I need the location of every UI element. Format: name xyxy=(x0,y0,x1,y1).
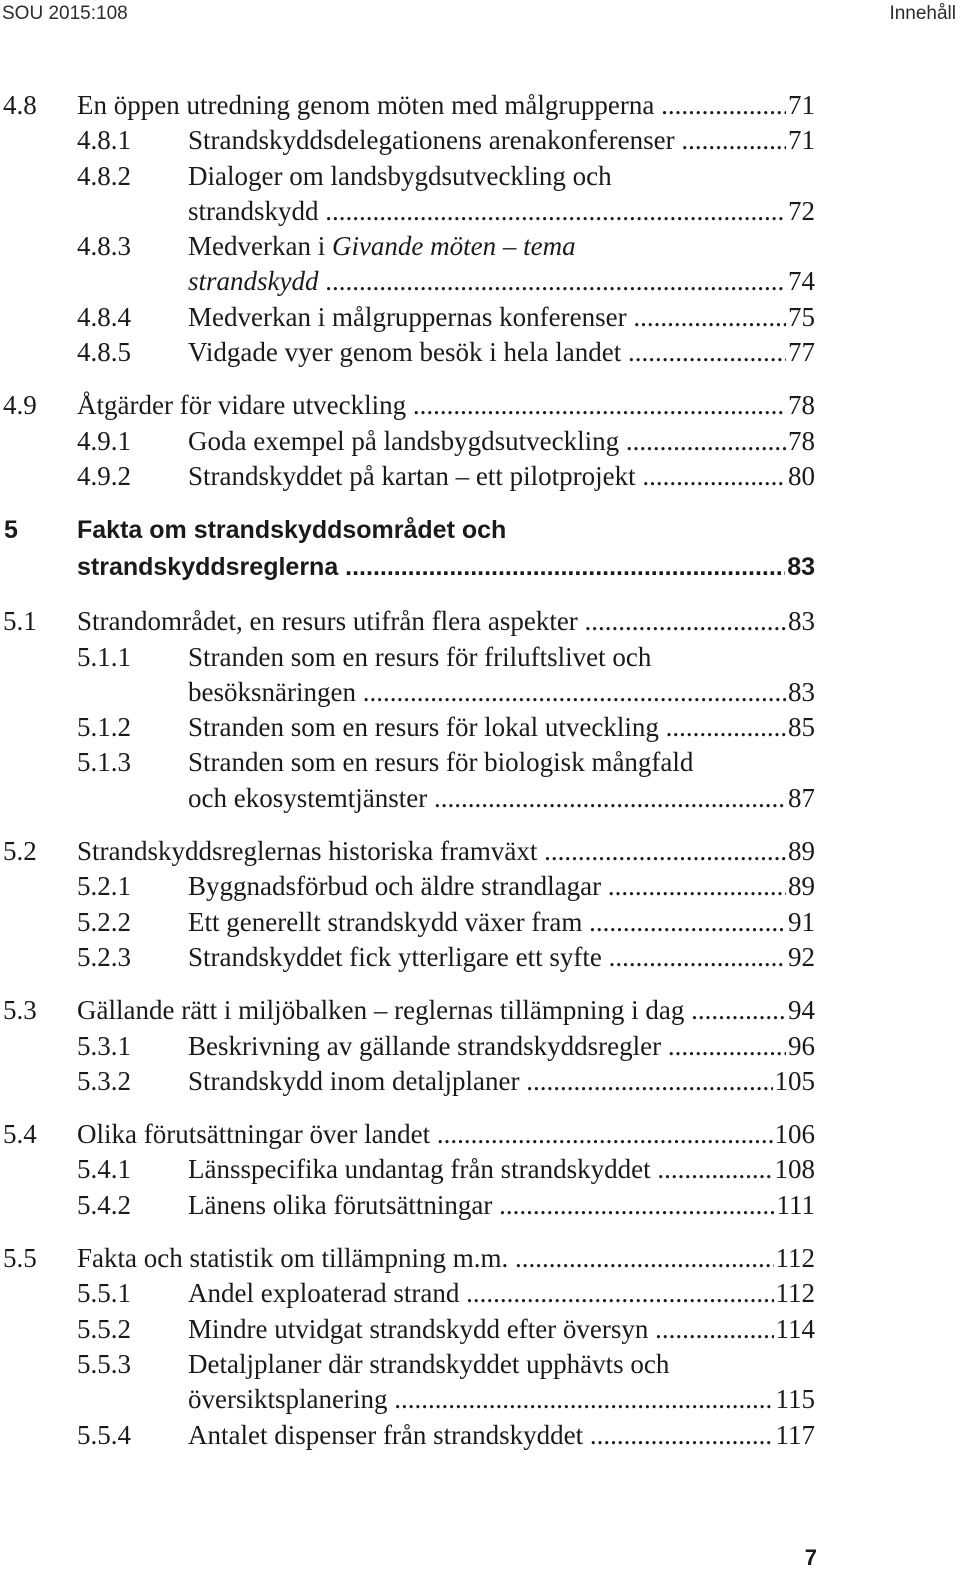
toc-entry-title xyxy=(188,459,815,494)
toc-entry[interactable] xyxy=(0,388,960,423)
toc-entry[interactable] xyxy=(0,459,960,494)
toc-entry-title-text: Ett generellt strandskydd växer fram xyxy=(188,906,583,937)
toc-entry[interactable] xyxy=(0,300,960,335)
toc-entry-title xyxy=(188,229,815,264)
toc-entry-title-text: Strandområdet, en resurs utifrån flera aspekter xyxy=(77,606,578,637)
toc-entry-title-text: Strandskyddet på kartan – ett pilotprojekt xyxy=(188,460,636,491)
toc-entry-title xyxy=(77,1117,815,1152)
toc-entry-title-text: Detaljplaner där strandskyddet upphävts och xyxy=(188,1348,670,1379)
toc-entry-title xyxy=(188,1029,815,1064)
toc-entry-title-text: Strandskyddsdelegationens arenakonferenser xyxy=(188,125,675,156)
toc-entry-page: 112 xyxy=(774,1276,816,1311)
toc-entry-number: 5.1 xyxy=(3,606,37,637)
toc-entry-title-text: Fakta om strandskyddsområdet och xyxy=(77,516,507,545)
toc-entry[interactable] xyxy=(0,549,960,586)
toc-entry-title-text: Medverkan i målgruppernas konferenser xyxy=(188,301,627,332)
toc-entry-title-text: Fakta och statistik om tillämpning m.m. xyxy=(77,1243,509,1274)
toc-entry-title xyxy=(77,993,815,1028)
toc-entry[interactable] xyxy=(0,123,960,158)
toc-entry-title-italic: Givande möten – tema xyxy=(331,231,576,262)
toc-entry[interactable] xyxy=(0,710,960,745)
toc-entry[interactable] xyxy=(0,1152,960,1187)
toc-entry-title xyxy=(188,745,815,780)
toc-entry-number: 5.5.2 xyxy=(77,1313,131,1344)
toc-entry-title-text: Stranden som en resurs för lokal utveckling xyxy=(188,712,659,743)
toc-entry[interactable] xyxy=(0,1241,960,1276)
toc-entry-title xyxy=(188,1188,815,1223)
toc-entry-title xyxy=(188,300,815,335)
toc-entry-number: 4.8.4 xyxy=(77,301,131,332)
toc-entry-title xyxy=(188,1418,815,1453)
toc-entry-page: 111 xyxy=(775,1188,816,1223)
toc-entry-number: 4.8.3 xyxy=(77,231,131,262)
toc-entry-title-text: Stranden som en resurs för biologisk mångfald xyxy=(188,747,694,778)
toc-entry[interactable] xyxy=(0,1418,960,1453)
toc-entry-title-text: Åtgärder för vidare utveckling xyxy=(77,390,407,421)
toc-entry-title xyxy=(188,1382,815,1417)
toc-entry-title xyxy=(188,335,815,370)
toc-entry[interactable] xyxy=(0,1276,960,1311)
toc-entry[interactable] xyxy=(0,88,960,123)
toc-entry-title-text: Länens olika förutsättningar xyxy=(188,1189,493,1220)
toc-entry-page: 75 xyxy=(786,300,815,335)
running-header xyxy=(0,0,960,32)
toc-entry-page: 78 xyxy=(786,424,815,459)
toc-entry-title-text: besöksnäringen xyxy=(188,676,356,707)
toc-entry-title xyxy=(77,88,815,123)
toc-entry-title xyxy=(188,424,815,459)
toc-entry-title xyxy=(188,1347,815,1382)
toc-entry-page: 112 xyxy=(774,1241,816,1276)
document-id: SOU 2015:108 xyxy=(2,3,128,24)
toc-entry-number: 4.8 xyxy=(3,90,37,120)
toc-entry[interactable] xyxy=(0,159,960,194)
toc-entry-page: 92 xyxy=(786,940,815,975)
toc-entry-number: 5.2 xyxy=(3,836,37,867)
toc-entry[interactable] xyxy=(0,1312,960,1347)
toc-entry[interactable] xyxy=(0,993,960,1028)
toc-entry-title xyxy=(188,1276,815,1311)
toc-entry-number: 5.2.2 xyxy=(77,906,131,937)
toc-entry[interactable] xyxy=(0,1117,960,1152)
toc-entry[interactable] xyxy=(0,264,960,299)
toc-entry-title-text: strandskydd xyxy=(188,195,319,226)
toc-entry-title xyxy=(188,940,815,975)
toc-entry[interactable] xyxy=(0,229,960,264)
toc-entry-number: 5.5 xyxy=(3,1243,37,1274)
toc-entry-number: 5.4.2 xyxy=(77,1189,131,1220)
toc-entry-number: 4.9 xyxy=(3,390,37,421)
toc-entry-title xyxy=(188,1152,815,1187)
toc-entry-number: 5.3.1 xyxy=(77,1030,131,1061)
toc-entry-title-text: Byggnadsförbud och äldre strandlagar xyxy=(188,871,602,902)
toc-entry[interactable] xyxy=(0,869,960,904)
toc-entry-title-text: En öppen utredning genom möten med målgrupperna xyxy=(77,90,655,120)
page-number: 7 xyxy=(804,1545,817,1570)
toc-entry-title xyxy=(77,834,815,869)
toc-entry-page: 83 xyxy=(785,549,815,586)
toc-entry-page: 114 xyxy=(774,1312,816,1347)
table-of-contents xyxy=(0,88,960,1453)
toc-entry-title xyxy=(77,512,815,549)
toc-entry[interactable] xyxy=(0,940,960,975)
toc-entry-title xyxy=(188,640,815,675)
toc-entry[interactable] xyxy=(0,640,960,675)
toc-entry-title-text: strandskyddsreglerna xyxy=(77,553,339,582)
toc-entry-title xyxy=(188,869,815,904)
toc-entry[interactable] xyxy=(0,905,960,940)
toc-entry-page: 80 xyxy=(786,459,815,494)
toc-entry-title xyxy=(77,604,815,639)
toc-entry-title xyxy=(188,194,815,229)
toc-entry-number: 5.2.1 xyxy=(77,871,131,902)
toc-entry[interactable] xyxy=(0,194,960,229)
toc-entry-title xyxy=(188,159,815,194)
toc-entry-number: 5.5.1 xyxy=(77,1278,131,1309)
toc-entry-title-text: Goda exempel på landsbygdsutveckling xyxy=(188,425,620,456)
toc-entry-page: 85 xyxy=(786,710,815,745)
toc-entry-number: 4.9.2 xyxy=(77,460,131,491)
toc-entry-title xyxy=(188,1064,815,1099)
toc-entry[interactable] xyxy=(0,781,960,816)
toc-entry-title xyxy=(188,675,815,710)
toc-entry-page: 89 xyxy=(786,869,815,904)
toc-entry[interactable] xyxy=(0,834,960,869)
toc-entry-title xyxy=(77,549,815,586)
section-name: Innehåll xyxy=(889,3,956,24)
toc-entry[interactable] xyxy=(0,512,960,549)
toc-entry-number: 4.9.1 xyxy=(77,425,131,456)
toc-entry-title-text: och ekosystemtjänster xyxy=(188,782,428,813)
toc-entry-title-text: Olika förutsättningar över landet xyxy=(77,1119,431,1150)
toc-entry-page: 83 xyxy=(786,675,815,710)
toc-entry-page: 108 xyxy=(773,1152,816,1187)
toc-entry-title-text: Strandskyddet fick ytterligare ett syfte xyxy=(188,941,602,972)
toc-entry-title xyxy=(188,710,815,745)
toc-entry-number: 5.2.3 xyxy=(77,941,131,972)
toc-entry-title-text: Beskrivning av gällande strandskyddsregler xyxy=(188,1030,662,1061)
toc-entry-page: 83 xyxy=(786,604,815,639)
toc-entry-number: 4.8.1 xyxy=(77,125,131,156)
toc-entry-title-text: Antalet dispenser från strandskyddet xyxy=(188,1419,584,1450)
toc-entry-title xyxy=(188,905,815,940)
toc-entry-page: 94 xyxy=(786,993,815,1028)
toc-entry[interactable] xyxy=(0,1029,960,1064)
toc-entry-title xyxy=(188,123,815,158)
toc-entry-title-text: Gällande rätt i miljöbalken – reglernas tillämpning i dag xyxy=(77,995,685,1026)
toc-entry-title-text: Stranden som en resurs för friluftslivet och xyxy=(188,641,652,672)
toc-entry-title-text: Strandskydd inom detaljplaner xyxy=(188,1065,520,1096)
toc-entry-number: 5.5.4 xyxy=(77,1419,131,1450)
toc-entry-page: 74 xyxy=(786,264,815,299)
toc-entry-page: 89 xyxy=(786,834,815,869)
toc-entry-page: 71 xyxy=(786,123,815,158)
toc-entry-page: 91 xyxy=(786,905,815,940)
toc-entry-title-text: Strandskyddsreglernas historiska framväxt xyxy=(77,836,538,867)
toc-entry[interactable] xyxy=(0,745,960,780)
toc-entry-title xyxy=(77,388,815,423)
toc-entry[interactable] xyxy=(0,1382,960,1417)
toc-entry-title-italic: strandskydd xyxy=(188,266,319,297)
toc-entry-title-text: Länsspecifika undantag från strandskyddet xyxy=(188,1154,651,1185)
toc-entry-page: 77 xyxy=(786,335,815,370)
toc-entry-page: 105 xyxy=(773,1064,816,1099)
toc-entry-page: 96 xyxy=(786,1029,815,1064)
toc-entry-number: 5.1.2 xyxy=(77,712,131,743)
toc-entry-title-text: Dialoger om landsbygdsutveckling och xyxy=(188,160,612,191)
toc-entry-title-text: Vidgade vyer genom besök i hela landet xyxy=(188,337,622,368)
toc-entry-title-text: Mindre utvidgat strandskydd efter översyn xyxy=(188,1313,649,1344)
toc-entry-page: 115 xyxy=(774,1382,816,1417)
toc-entry-number: 5.3.2 xyxy=(77,1065,131,1096)
toc-entry-number: 5 xyxy=(4,516,18,545)
toc-entry-title xyxy=(188,264,815,299)
toc-entry-title xyxy=(188,781,815,816)
toc-entry-number: 5.4.1 xyxy=(77,1154,131,1185)
toc-entry-number: 4.8.5 xyxy=(77,337,131,368)
toc-entry[interactable] xyxy=(0,1188,960,1223)
toc-entry-title-text: Andel exploaterad strand xyxy=(188,1278,460,1309)
toc-entry-number: 5.4 xyxy=(3,1119,37,1150)
toc-entry-page: 71 xyxy=(786,88,815,123)
toc-entry-number: 5.1.1 xyxy=(77,641,131,672)
toc-entry-title xyxy=(188,1312,815,1347)
toc-entry-title xyxy=(77,1241,815,1276)
toc-entry[interactable] xyxy=(0,604,960,639)
toc-entry-page: 87 xyxy=(786,781,815,816)
toc-entry-number: 4.8.2 xyxy=(77,160,131,191)
toc-entry-page: 78 xyxy=(786,388,815,423)
toc-entry-page: 72 xyxy=(786,194,815,229)
toc-entry[interactable] xyxy=(0,335,960,370)
toc-entry[interactable] xyxy=(0,675,960,710)
toc-entry-number: 5.3 xyxy=(3,995,37,1026)
toc-entry-title-text: översiktsplanering xyxy=(188,1384,388,1415)
toc-entry-number: 5.5.3 xyxy=(77,1348,131,1379)
toc-entry[interactable] xyxy=(0,1347,960,1382)
toc-entry-title-text: Medverkan i xyxy=(188,231,332,262)
toc-entry-number: 5.1.3 xyxy=(77,747,131,778)
toc-entry[interactable] xyxy=(0,424,960,459)
toc-entry-page: 117 xyxy=(774,1418,816,1453)
toc-entry[interactable] xyxy=(0,1064,960,1099)
toc-entry-page: 106 xyxy=(773,1117,816,1152)
